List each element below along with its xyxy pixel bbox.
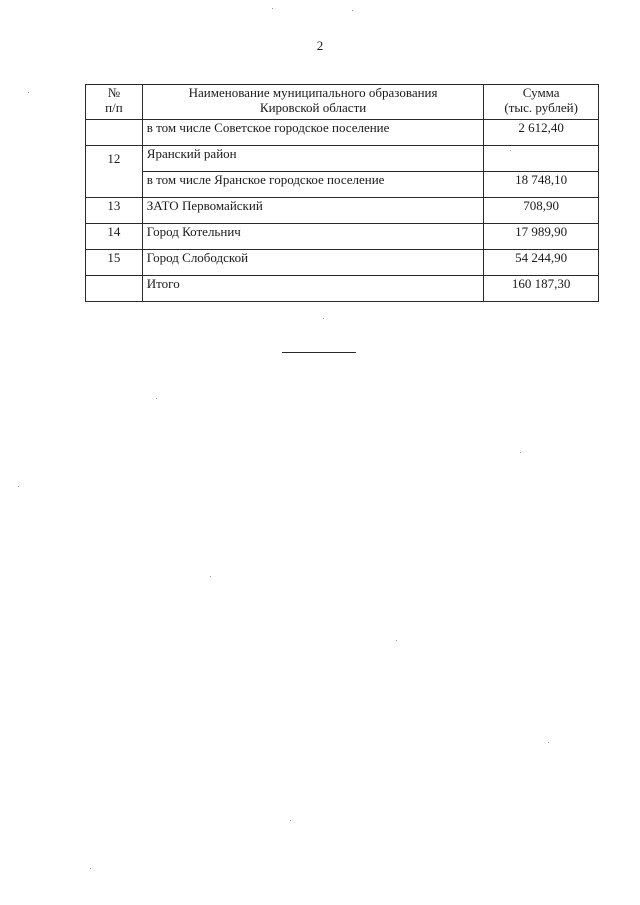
- row-sum-cell: 17 989,90: [484, 224, 599, 250]
- row-name-cell: Итого: [142, 276, 484, 302]
- row-num-cell: 15: [86, 250, 143, 276]
- header-num: [86, 85, 143, 120]
- table-header: [86, 85, 599, 120]
- header-sum: [484, 85, 599, 120]
- header-num-line-2: п/п: [105, 100, 123, 115]
- row-sum-cell: 2 612,40: [484, 120, 599, 146]
- row-name-cell: Яранский район: [142, 146, 484, 172]
- page-number: 2: [316, 38, 324, 53]
- row-name-cell: в том числе Советское городское поселение: [142, 120, 484, 146]
- end-divider-line: [282, 352, 356, 353]
- table-row: [86, 198, 599, 224]
- header-num-line-1: №: [107, 85, 121, 100]
- row-sum-cell: 54 244,90: [484, 250, 599, 276]
- scan-speck: [272, 8, 273, 9]
- header-name: [142, 85, 484, 120]
- table-header-row: [86, 85, 599, 120]
- row-sum-cell: 160 187,30: [484, 276, 599, 302]
- scan-speck: [352, 10, 353, 11]
- scan-speck: [548, 742, 549, 743]
- table-row: [86, 146, 599, 172]
- header-name-line-1: Наименование муниципального образования: [188, 85, 438, 100]
- scan-speck: [323, 318, 324, 319]
- row-num-cell: 14: [86, 224, 143, 250]
- row-num-cell: 13: [86, 198, 143, 224]
- header-sum-line-1: Сумма: [522, 85, 560, 100]
- scan-speck: [396, 640, 397, 641]
- row-name-cell: в том числе Яранское городское поселение: [142, 172, 484, 198]
- row-num-cell: 12: [86, 146, 143, 198]
- header-sum-line-2: (тыс. рублей): [504, 100, 578, 115]
- row-sum-cell: [484, 146, 599, 172]
- header-name-line-2: Кировской области: [259, 100, 367, 115]
- scan-speck: [18, 486, 19, 487]
- row-name-cell: ЗАТО Первомайский: [142, 198, 484, 224]
- scan-speck: [510, 150, 511, 151]
- table-row: [86, 224, 599, 250]
- table-body: [86, 120, 599, 302]
- scan-speck: [156, 398, 157, 399]
- table-row: [86, 250, 599, 276]
- table-row-total: [86, 276, 599, 302]
- row-name-cell: Город Слободской: [142, 250, 484, 276]
- table-row: [86, 120, 599, 146]
- scan-speck: [28, 92, 29, 93]
- scan-speck: [90, 868, 91, 869]
- table-row: [86, 172, 599, 198]
- scan-speck: [520, 452, 521, 453]
- row-name-cell: Город Котельнич: [142, 224, 484, 250]
- scan-speck: [210, 576, 211, 577]
- row-num-cell: [86, 276, 143, 302]
- allocation-table: [85, 84, 599, 302]
- scan-speck: [290, 820, 291, 821]
- row-num-cell: [86, 120, 143, 146]
- row-sum-cell: 18 748,10: [484, 172, 599, 198]
- row-sum-cell: 708,90: [484, 198, 599, 224]
